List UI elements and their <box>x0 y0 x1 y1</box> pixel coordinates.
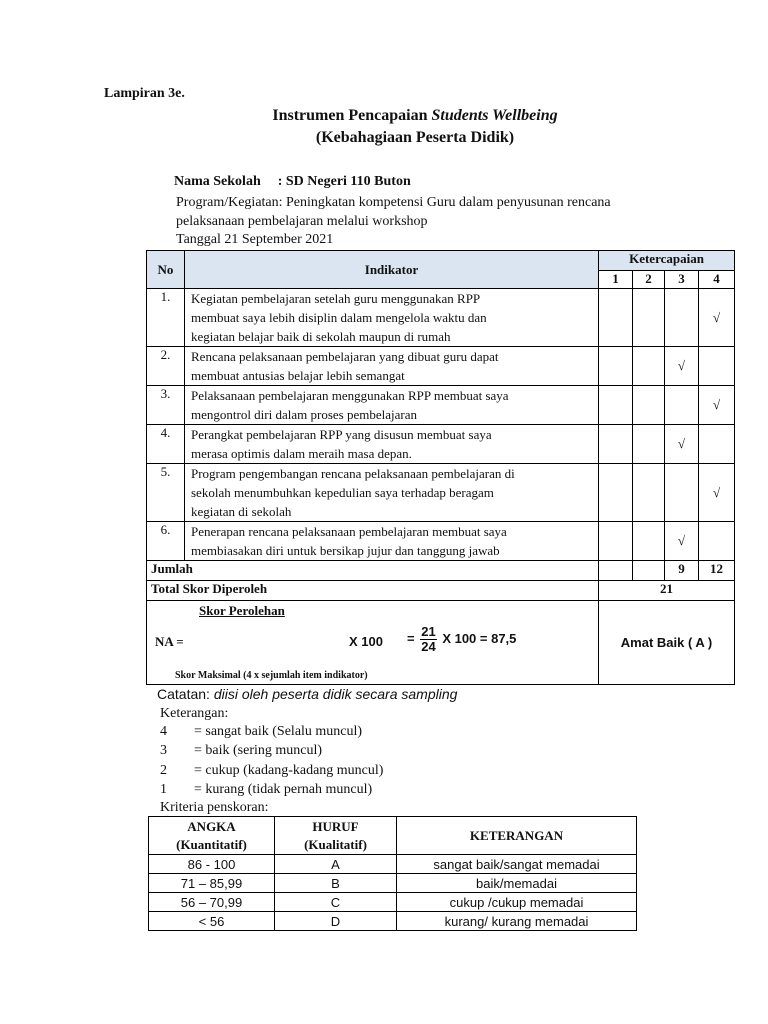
row-number: 5. <box>147 464 185 522</box>
date-info: Tanggal 21 September 2021 <box>176 232 334 247</box>
table-row <box>147 347 735 386</box>
level-4-cell <box>699 425 735 464</box>
indicator-line: mengontrol diri dalam proses pembelajaran <box>191 407 417 422</box>
level-4-cell: √ <box>699 289 735 347</box>
indicator-line: sekolah menumbuhkan kepedulian saya terhadap beragam <box>191 485 494 500</box>
attachment-label: Lampiran 3e. <box>104 86 185 101</box>
indicator-line: membuat saya lebih disiplin dalam mengelola waktu dan <box>191 310 487 325</box>
legend-num: 4 <box>160 724 167 739</box>
row-indicator <box>185 522 599 561</box>
criteria-row <box>149 893 637 912</box>
table-row <box>147 522 735 561</box>
level-1-cell <box>599 289 633 347</box>
row-number: 2. <box>147 347 185 386</box>
indicator-table <box>146 250 735 685</box>
criteria-row <box>149 912 637 931</box>
jumlah-2 <box>633 561 665 581</box>
row-number: 3. <box>147 386 185 425</box>
level-4-header: 4 <box>699 271 735 289</box>
row-indicator <box>185 386 599 425</box>
level-4-cell <box>699 522 735 561</box>
keterangan-label: Keterangan: <box>160 706 229 721</box>
level-2-cell <box>633 347 665 386</box>
level-3-cell <box>665 464 699 522</box>
row-number: 6. <box>147 522 185 561</box>
criteria-angka: 86 - 100 <box>149 855 275 874</box>
na-result: X 100 = 87,5 <box>442 630 517 646</box>
level-3-cell: √ <box>665 522 699 561</box>
col-no-header: No <box>147 251 185 289</box>
skor-maksimal: Skor Maksimal (4 x sejumlah item indikator) <box>175 670 368 681</box>
legend-text: = cukup (kadang-kadang muncul) <box>194 763 384 778</box>
level-1-cell <box>599 425 633 464</box>
row-indicator <box>185 289 599 347</box>
document-subtitle: (Kebahagiaan Peserta Didik) <box>315 129 515 146</box>
angka-header-line2: (Kuantitatif) <box>176 836 247 852</box>
legend-item <box>160 724 362 740</box>
catatan-label: Catatan: <box>157 686 214 702</box>
criteria-keterangan: kurang/ kurang memadai <box>397 912 637 931</box>
row-number: 4. <box>147 425 185 464</box>
criteria-table <box>148 816 637 931</box>
indicator-line: Penerapan rencana pelaksanaan pembelajaran membuat saya <box>191 524 507 539</box>
score-fraction <box>420 625 436 654</box>
level-3-cell <box>665 386 699 425</box>
title-plain: Instrumen Pencapaian <box>272 107 432 124</box>
level-1-cell <box>599 386 633 425</box>
level-2-cell <box>633 425 665 464</box>
col-ketercapaian-header: Ketercapaian <box>599 251 735 271</box>
indicator-line: Kegiatan pembelajaran setelah guru menggunakan RPP <box>191 291 481 306</box>
school-label: Nama Sekolah <box>174 174 261 189</box>
level-4-cell: √ <box>699 386 735 425</box>
criteria-angka: 71 – 85,99 <box>149 874 275 893</box>
level-3-cell: √ <box>665 425 699 464</box>
row-number: 1. <box>147 289 185 347</box>
kriteria-label: Kriteria penskoran: <box>160 800 269 815</box>
indicator-line: merasa optimis dalam meraih masa depan. <box>191 446 412 461</box>
school-info <box>174 174 411 190</box>
indicator-line: Perangkat pembelajaran RPP yang disusun membuat saya <box>191 427 492 442</box>
level-2-cell <box>633 464 665 522</box>
criteria-keterangan: cukup /cukup memadai <box>397 893 637 912</box>
fraction-denominator: 24 <box>421 639 436 654</box>
level-4-cell: √ <box>699 464 735 522</box>
criteria-rows <box>149 855 637 931</box>
angka-header-line1: ANGKA <box>187 818 236 834</box>
level-1-cell <box>599 464 633 522</box>
legend-num: 3 <box>160 743 167 758</box>
indicator-line: Program pengembangan rencana pelaksanaan pembelajaran di <box>191 466 515 481</box>
indicator-line: membiasakan diri untuk bersikap jujur dan tanggung jawab <box>191 543 500 558</box>
school-value: : SD Negeri 110 Buton <box>277 174 411 189</box>
skor-perolehan: Skor Perolehan <box>199 603 285 618</box>
level-2-cell <box>633 386 665 425</box>
row-indicator <box>185 425 599 464</box>
criteria-ket-header: KETERANGAN <box>397 817 637 855</box>
huruf-header-line1: HURUF <box>312 818 359 834</box>
grade-result: Amat Baik ( A ) <box>599 601 735 685</box>
table-row <box>147 289 735 347</box>
criteria-angka: < 56 <box>149 912 275 931</box>
title-italic: Students Wellbeing <box>431 107 558 124</box>
catatan-note <box>157 686 457 702</box>
legend-item <box>160 743 322 759</box>
x100-label: X 100 <box>349 634 383 649</box>
na-formula-cell <box>147 601 599 685</box>
level-2-header: 2 <box>633 271 665 289</box>
na-label: NA = <box>155 634 184 649</box>
col-indikator-header: Indikator <box>185 251 599 289</box>
indicator-line: Rencana pelaksanaan pembelajaran yang dibuat guru dapat <box>191 349 499 364</box>
criteria-angka-header <box>149 817 275 855</box>
indicator-line: kegiatan belajar baik di sekolah maupun di rumah <box>191 329 451 344</box>
row-indicator <box>185 464 599 522</box>
jumlah-1 <box>599 561 633 581</box>
criteria-huruf: B <box>275 874 397 893</box>
equals-sign: = <box>407 630 415 646</box>
legend-text: = baik (sering muncul) <box>194 743 323 758</box>
criteria-huruf-header <box>275 817 397 855</box>
huruf-header-line2: (Kualitatif) <box>304 836 367 852</box>
criteria-row <box>149 874 637 893</box>
program-line-2: pelaksanaan pembelajaran melalui workshop <box>176 214 428 229</box>
jumlah-4: 12 <box>699 561 735 581</box>
na-equation <box>407 625 516 654</box>
level-3-cell: √ <box>665 347 699 386</box>
document-title <box>0 107 768 125</box>
fraction-numerator: 21 <box>421 624 436 639</box>
criteria-angka: 56 – 70,99 <box>149 893 275 912</box>
legend-item <box>160 763 383 779</box>
indicator-line: membuat antusias belajar lebih semangat <box>191 368 405 383</box>
criteria-huruf: C <box>275 893 397 912</box>
table-row <box>147 425 735 464</box>
total-label: Total Skor Diperoleh <box>147 581 599 601</box>
criteria-keterangan: baik/memadai <box>397 874 637 893</box>
level-4-cell <box>699 347 735 386</box>
jumlah-3: 9 <box>665 561 699 581</box>
legend-item <box>160 782 372 798</box>
catatan-text: diisi oleh peserta didik secara sampling <box>213 686 458 702</box>
level-2-cell <box>633 522 665 561</box>
program-info <box>176 193 676 231</box>
criteria-huruf: D <box>275 912 397 931</box>
level-2-cell <box>633 289 665 347</box>
legend-num: 1 <box>160 782 167 797</box>
level-3-cell <box>665 289 699 347</box>
legend-text: = kurang (tidak pernah muncul) <box>194 782 373 797</box>
total-value: 21 <box>599 581 735 601</box>
table-row <box>147 464 735 522</box>
level-3-header: 3 <box>665 271 699 289</box>
criteria-row <box>149 855 637 874</box>
level-1-cell <box>599 347 633 386</box>
table-row <box>147 386 735 425</box>
row-indicator <box>185 347 599 386</box>
criteria-keterangan: sangat baik/sangat memadai <box>397 855 637 874</box>
level-1-header: 1 <box>599 271 633 289</box>
jumlah-label: Jumlah <box>147 561 599 581</box>
indicator-rows <box>147 289 735 561</box>
criteria-huruf: A <box>275 855 397 874</box>
legend-text: = sangat baik (Selalu muncul) <box>194 724 363 739</box>
indicator-line: Pelaksanaan pembelajaran menggunakan RPP membuat saya <box>191 388 509 403</box>
program-line-1: Program/Kegiatan: Peningkatan kompetensi Guru dalam penyusunan rencana <box>176 195 611 210</box>
indicator-line: kegiatan di sekolah <box>191 504 292 519</box>
level-1-cell <box>599 522 633 561</box>
legend-num: 2 <box>160 763 167 778</box>
